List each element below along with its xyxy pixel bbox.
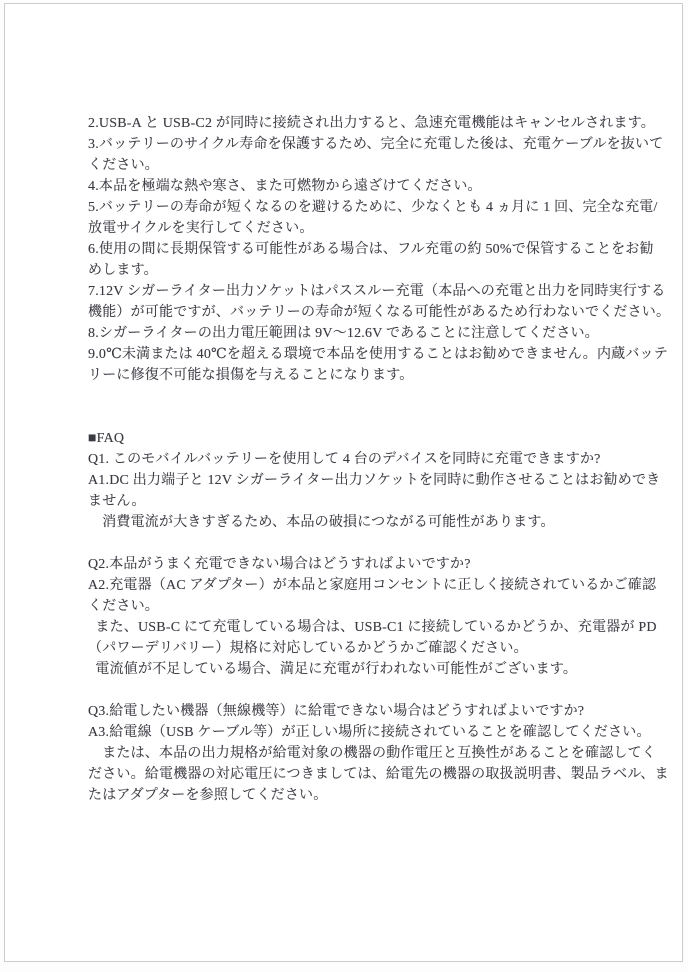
text-line: 4.本品を極端な熱や寒さ、また可燃物から遠ざけてください。 [88,179,482,194]
text-line: リーに修復不可能な損傷を与えることになります。 [88,368,414,383]
faq-question-2: Q2.本品がうまく充電できない場合はどうすればよいですか? [88,557,471,572]
text-line: たはアダプターを参照してください。 [88,788,328,803]
text-line: （パワーデリバリー）規格に対応しているかどうかご確認ください。 [88,641,528,656]
faq-question-3: Q3.給電したい機器（無線機等）に給電できない場合はどうすればよいですか? [88,704,585,719]
faq-section [88,428,661,533]
faq-answer-3: A3.給電線（USB ケーブル等）が正しい場所に接続されていることを確認してください。 [88,725,651,740]
text-line: 電流値が不足している場合、満足に充電が行われない可能性がございます。 [88,662,578,677]
text-line: ださい。給電機器の対応電圧につきましては、給電先の機器の取扱説明書、製品ラベル、ま [88,767,669,782]
text-line: ください。 [88,599,159,614]
faq-question-1: Q1. このモバイルバッテリーを使用して 4 台のデバイスを同時に充電できますか? [88,452,601,467]
faq-answer-1: A1.DC 出力端子と 12V シガーライター出力ソケットを同時に動作させることはお勧めでき [88,473,661,488]
faq-heading: ■FAQ [88,431,125,446]
text-line: 6.使用の間に長期保管する可能性がある場合は、フル充電の約 50%で保管することをお勧 [88,242,654,257]
faq-answer-2: A2.充電器（AC アダプター）が本品と家庭用コンセントに正しく接続されているかご確認 [88,578,657,593]
faq-q3-section [88,701,669,806]
text-line: ません。 [88,494,146,509]
text-line: 機能）が可能ですが、バッテリーの寿命が短くなる可能性があるため行わないでください。 [88,305,671,320]
text-line: 3.バッテリーのサイクル寿命を保護するため、完全に充電した後は、充電ケーブルを抜いて [88,137,664,152]
document-content [88,113,671,806]
text-line: または、本品の出力規格が給電対象の機器の動作電圧と互換性があることを確認してく [88,746,656,761]
precautions-list [88,113,671,386]
text-line: 8.シガーライターの出力電圧範囲は 9V～12.6V であることに注意してください。 [88,326,599,341]
text-line: 7.12V シガーライター出力ソケットはパススルー充電（本品への充電と出力を同時実行する [88,284,666,299]
text-line: めします。 [88,263,158,278]
text-line: 2.USB-A と USB-C2 が同時に接続され出力すると、急速充電機能はキャンセルされます。 [88,116,655,131]
text-line: 9.0℃未満または 40℃を超える環境で本品を使用することはお勧めできません。内蔵バッテ [88,347,668,362]
text-line: 放電サイクルを実行してください。 [88,221,314,236]
text-line: 消費電流が大きすぎるため、本品の破損につながる可能性があります。 [88,515,555,530]
text-line: ください。 [88,158,159,173]
text-line: 5.バッテリーの寿命が短くなるのを避けるために、少なくとも 4 ヵ月に 1 回、完全な充電/ [88,200,658,215]
text-line: また、USB-C にて充電している場合は、USB-C1 に接続しているかどうか、充電器が PD [88,620,657,635]
faq-q2-section [88,554,657,680]
